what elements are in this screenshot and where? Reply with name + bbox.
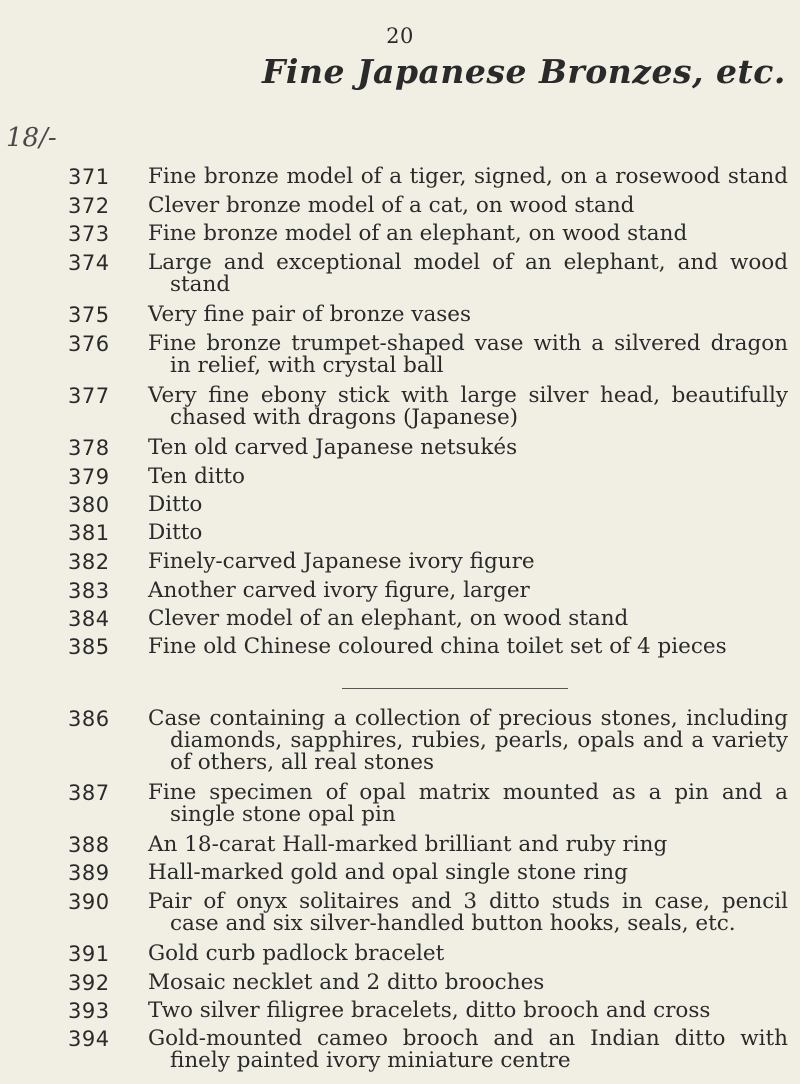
- lot-description: Gold curb padlock bracelet: [148, 941, 445, 966]
- lot-description: Large and exceptional model of an elephant, and wood stand: [148, 250, 788, 297]
- lot-description: Fine bronze trumpet-shaped vase with a silvered dragon in relief, with crystal ball: [148, 331, 788, 378]
- lot-number: 384: [68, 607, 110, 631]
- lot-number: 382: [68, 550, 110, 574]
- lot-description: Fine bronze model of an elephant, on wood stand: [148, 221, 688, 246]
- lot-number: 377: [68, 384, 110, 408]
- lot-description: Finely-carved Japanese ivory figure: [148, 549, 535, 574]
- lot-description: Very fine pair of bronze vases: [148, 302, 472, 327]
- lot-number: 385: [68, 635, 110, 659]
- lot-description: Pair of onyx solitaires and 3 ditto studs in case, pencil case and six silver-handled button hooks, seals, etc.: [148, 889, 788, 936]
- lot-number: 380: [68, 493, 110, 517]
- lot-number: 374: [68, 251, 110, 275]
- lot-number: 383: [68, 579, 110, 603]
- lot-description: Ditto: [148, 492, 203, 517]
- page-title: Fine Japanese Bronzes, etc.: [262, 52, 786, 91]
- lot-number: 378: [68, 436, 110, 460]
- lot-number: 386: [68, 707, 110, 731]
- lot-number: 379: [68, 465, 110, 489]
- lot-number: 389: [68, 861, 110, 885]
- lot-number: 388: [68, 833, 110, 857]
- lot-description: Ten old carved Japanese netsukés: [148, 435, 518, 460]
- lot-description: Very fine ebony stick with large silver head, beautifully chased with dragons (Japanese): [148, 383, 788, 430]
- page-number: 20: [386, 24, 414, 48]
- lot-description: Fine bronze model of a tiger, signed, on a rosewood stand: [148, 164, 788, 189]
- lot-number: 387: [68, 781, 110, 805]
- handwritten-margin-note: 18/-: [6, 123, 57, 153]
- lot-description: An 18-carat Hall-marked brilliant and ruby ring: [148, 832, 668, 857]
- lot-description: Fine specimen of opal matrix mounted as a pin and a single stone opal pin: [148, 780, 788, 827]
- lot-number: 394: [68, 1027, 110, 1051]
- lot-description: Two silver filigree bracelets, ditto brooch and cross: [148, 998, 711, 1023]
- lot-description: Case containing a collection of precious stones, including diamonds, sapphires, rubies, pearls, opals and a variety of others, all real stones: [148, 706, 788, 775]
- lot-number: 390: [68, 890, 110, 914]
- lot-number: 372: [68, 194, 110, 218]
- lot-number: 375: [68, 303, 110, 327]
- section-divider: [342, 688, 568, 689]
- lot-description: Gold-mounted cameo brooch and an Indian ditto with finely painted ivory miniature centre: [148, 1026, 788, 1073]
- lot-number: 376: [68, 332, 110, 356]
- lot-description: Clever model of an elephant, on wood stand: [148, 606, 629, 631]
- lot-description: Ditto: [148, 520, 203, 545]
- lot-number: 392: [68, 971, 110, 995]
- lot-number: 373: [68, 222, 110, 246]
- lot-description: Clever bronze model of a cat, on wood stand: [148, 193, 635, 218]
- lot-number: 381: [68, 521, 110, 545]
- lot-description: Ten ditto: [148, 464, 245, 489]
- lot-description: Mosaic necklet and 2 ditto brooches: [148, 970, 545, 995]
- lot-description: Fine old Chinese coloured china toilet set of 4 pieces: [148, 634, 727, 659]
- lot-number: 371: [68, 165, 110, 189]
- lot-description: Hall-marked gold and opal single stone ring: [148, 860, 628, 885]
- lot-number: 391: [68, 942, 110, 966]
- lot-description: Another carved ivory figure, larger: [148, 578, 530, 603]
- lot-number: 393: [68, 999, 110, 1023]
